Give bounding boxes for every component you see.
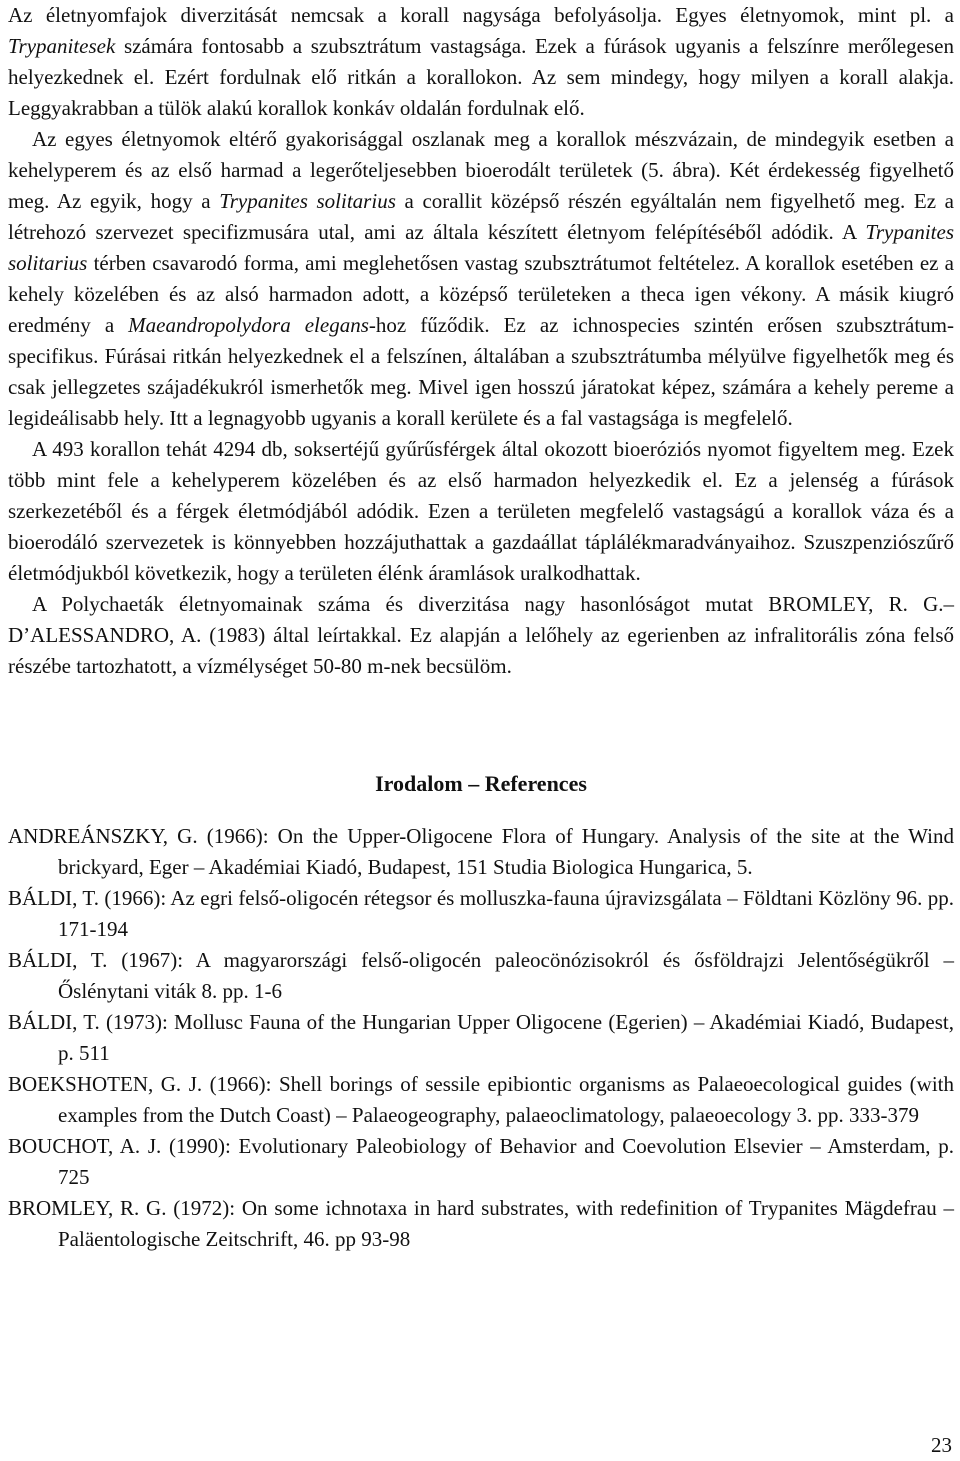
- reference-item: BROMLEY, R. G. (1972): On some ichnotaxa in hard substrates, with redefinition of Trypanites Mägdefrau – Paläentologische Zeitschrift, 46. pp 93-98: [8, 1196, 954, 1251]
- text-run: számára fontosabb a szubsztrátum vastagsága. Ezek a fúrások ugyanis a felszínre merőlegesen helyezkednek el. Ezért fordulnak elő ritkán a korallokon. Az sem mindegy, hogy milyen a korall alakja. Leggyakrabban a tülök alakú korallok konkáv oldalán fordulnak elő.: [8, 34, 954, 120]
- italic-taxon: Trypanites solitarius: [8, 220, 954, 275]
- italic-taxon: Maeandropolydora elegans: [128, 313, 369, 337]
- reference-item: BÁLDI, T. (1967): A magyarországi felső-oligocén paleocönózisokról és ősföldrajzi Jelentőségükről – Őslénytani viták 8. pp. 1-6: [8, 948, 954, 1003]
- text-run: A Polychaeták életnyomainak száma és diverzitása nagy hasonlóságot mutat BROMLEY, R. G.–D’ALESSANDRO, A. (1983) által leírtakkal. Ez alapján a lelőhely az egerienben az infralitorális zóna felső részébe tartozhatott, a vízmélységet 50-80 m-nek becsülöm.: [8, 592, 954, 678]
- page-number: 23: [931, 1433, 952, 1457]
- document-page: [8, 0, 954, 1255]
- reference-item: BÁLDI, T. (1973): Mollusc Fauna of the Hungarian Upper Oligocene (Egerien) – Akadémiai Kiadó, Budapest, p. 511: [8, 1010, 954, 1065]
- reference-list: [8, 821, 954, 1255]
- text-run: Az egyes életnyomok eltérő gyakorisággal oszlanak meg a korallok mészvázain, de mindegyik esetben a kehelyperem és az első harmad a legerőteljesebben bioerodált területek (5. ábra). Két érdekesség figyelhető meg. Az egyik, hogy a: [8, 127, 954, 213]
- text-run: térben csavarodó forma, ami meglehetősen vastag szubsztrátumot feltételez. A korallok esetében ez a kehely közelében és az alsó harmadon adott, a középső területeken a theca igen vékony. A másik kiugró eredmény a: [8, 251, 954, 337]
- reference-item: BOEKSHOTEN, G. J. (1966): Shell borings of sessile epibiontic organisms as Palaeoecological guides (with examples from the Dutch Coast) – Palaeogeography, palaeoclimatology, palaeoecology 3. pp. 333-379: [8, 1072, 954, 1127]
- text-run: -hoz fűződik. Ez az ichnospecies szintén erősen szubsztrátum-specifikus. Fúrásai ritkán helyezkednek el a felszínen, általában a szubsztrátumba mélyülve figyelhetők meg és csak jellegzetes szájadékukról ismerhetők meg. Mivel igen hosszú járatokat képez, számára a kehely pereme a legideálisabb hely. Itt a legnagyobb ugyanis a korall kerülete és a fal vastagsága is megfelelő.: [8, 313, 954, 430]
- text-run: A 493 korallon tehát 4294 db, soksertéjű gyűrűsférgek által okozott bioeróziós nyomot figyeltem meg. Ezek több mint fele a kehelyperem közelében és az első harmadon helyezkedik el. Ez a jelenség a fúrások szerkezetéből és a férgek életmódjából adódik. Ezen a területen megfelelő vastagságú a korallok váza és a bioerodáló szervezetek is könnyebben hozzájuthattak a gazdaállat táplálékmaradványaihoz. Szuszpenziószűrő életmódjukból következik, hogy a területen élénk áramlások uralkodhattak.: [8, 437, 954, 585]
- italic-taxon: Trypanitesek: [8, 34, 116, 58]
- paragraph: [8, 589, 954, 682]
- reference-item: ANDREÁNSZKY, G. (1966): On the Upper-Oligocene Flora of Hungary. Analysis of the site at the Wind brickyard, Eger – Akadémiai Kiadó, Budapest, 151 Studia Biologica Hungarica, 5.: [8, 824, 954, 879]
- body-text: [8, 0, 954, 682]
- italic-taxon: Trypanites solitarius: [219, 189, 396, 213]
- paragraph: [8, 0, 954, 124]
- reference-item: BÁLDI, T. (1966): Az egri felső-oligocén rétegsor és molluszka-fauna újravizsgálata – Földtani Közlöny 96. pp. 171-194: [8, 886, 954, 941]
- text-run: Az életnyomfajok diverzitását nemcsak a korall nagysága befolyásolja. Egyes életnyomok, mint pl. a: [8, 3, 954, 27]
- paragraph: [8, 434, 954, 589]
- references-heading: Irodalom – References: [375, 771, 587, 796]
- paragraph: [8, 124, 954, 434]
- text-run: a corallit középső részén egyáltalán nem figyelhető meg. Ez a létrehozó szervezet specifizmusára utal, ami az általa készített életnyom felépítéséből adódik. A: [8, 189, 955, 244]
- reference-item: BOUCHOT, A. J. (1990): Evolutionary Paleobiology of Behavior and Coevolution Elsevier – Amsterdam, p. 725: [8, 1134, 954, 1189]
